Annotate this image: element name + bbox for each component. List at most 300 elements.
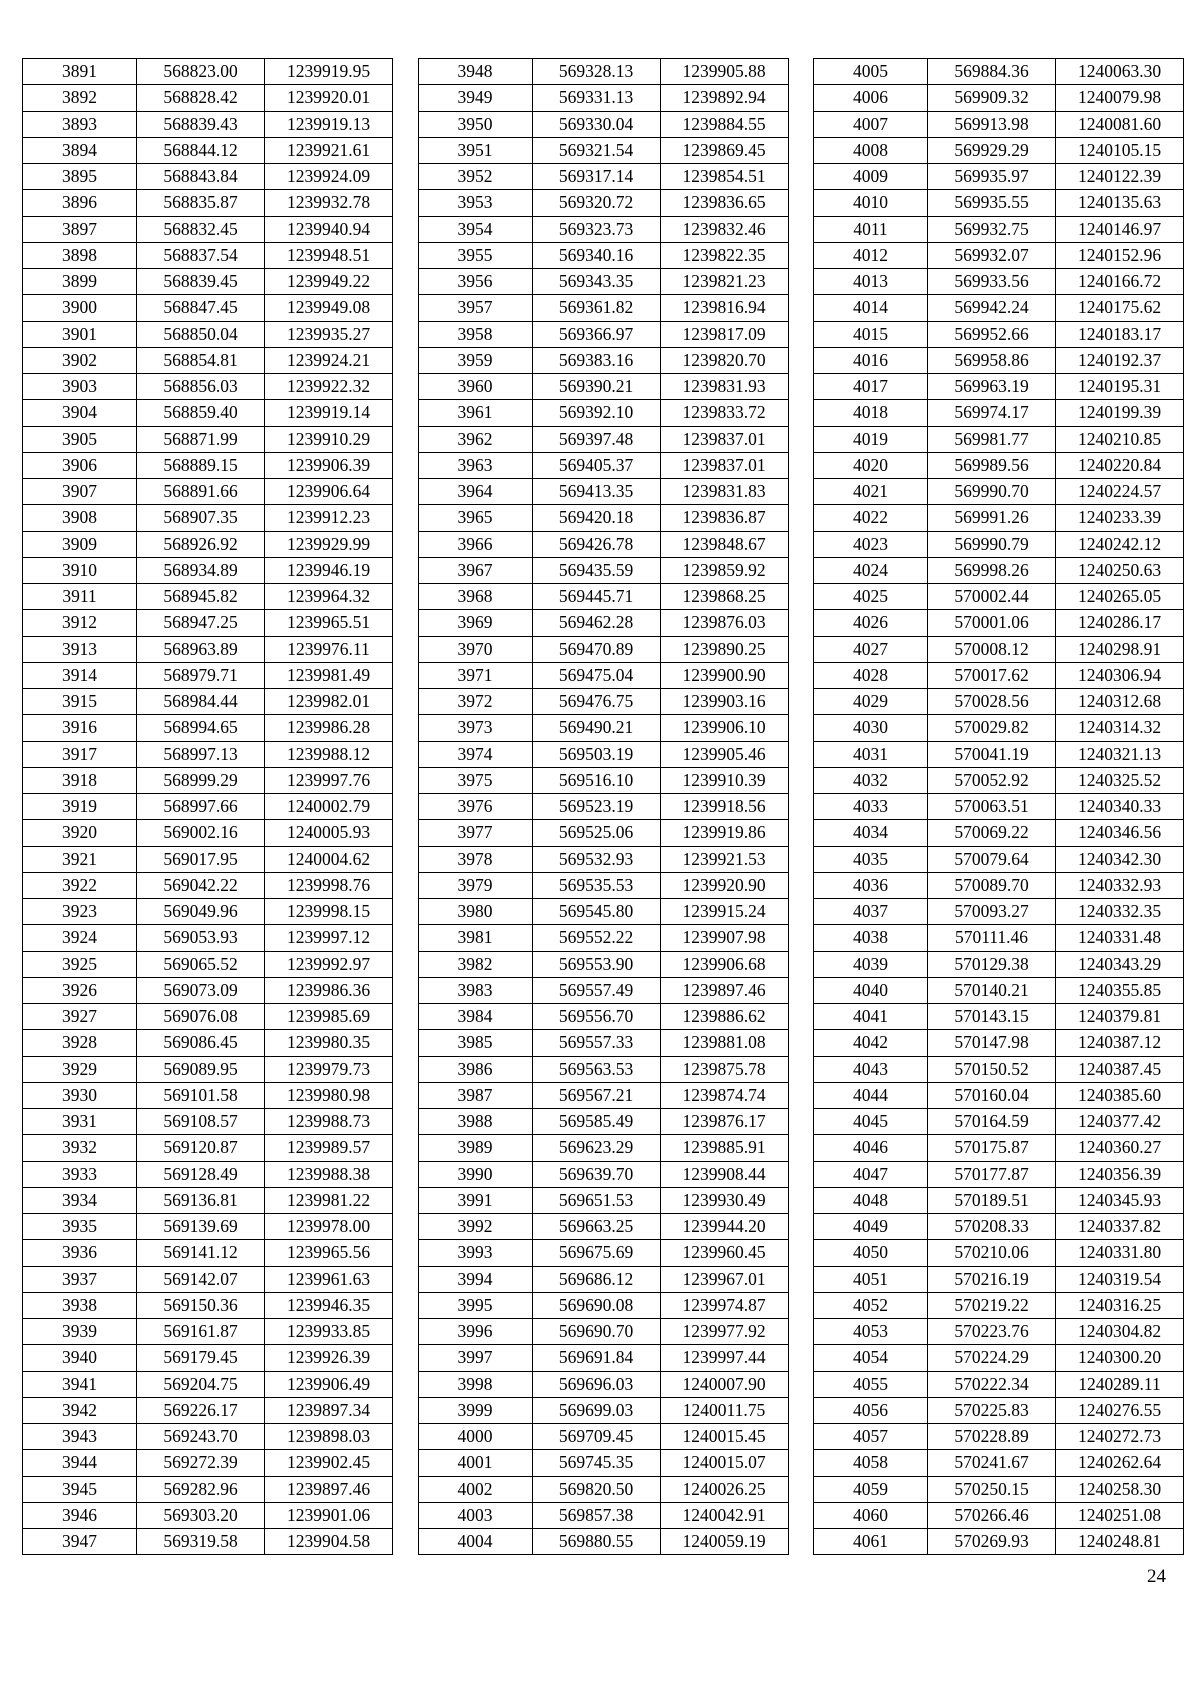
point-id-cell: 3911: [23, 584, 137, 610]
point-id-cell: 4010: [814, 190, 928, 216]
table-row: [814, 662, 1184, 688]
y-coordinate-cell: 1239979.73: [265, 1056, 393, 1082]
point-id-cell: 3955: [418, 242, 532, 268]
table-row: [418, 846, 788, 872]
table-row: [23, 347, 393, 373]
x-coordinate-cell: 568839.43: [137, 111, 265, 137]
point-id-cell: 4001: [418, 1450, 532, 1476]
x-coordinate-cell: 569556.70: [532, 1004, 660, 1030]
x-coordinate-cell: 569142.07: [137, 1266, 265, 1292]
x-coordinate-cell: 568997.66: [137, 794, 265, 820]
x-coordinate-cell: 569320.72: [532, 190, 660, 216]
table-row: [23, 767, 393, 793]
x-coordinate-cell: 569226.17: [137, 1397, 265, 1423]
point-id-cell: 3900: [23, 295, 137, 321]
x-coordinate-cell: 569475.04: [532, 662, 660, 688]
y-coordinate-cell: 1240122.39: [1056, 164, 1184, 190]
table-row: [418, 190, 788, 216]
x-coordinate-cell: 570079.64: [928, 846, 1056, 872]
y-coordinate-cell: 1239906.49: [265, 1371, 393, 1397]
y-coordinate-cell: 1239816.94: [660, 295, 788, 321]
y-coordinate-cell: 1239948.51: [265, 242, 393, 268]
point-id-cell: 4032: [814, 767, 928, 793]
table-row: [23, 872, 393, 898]
point-id-cell: 3993: [418, 1240, 532, 1266]
y-coordinate-cell: 1239833.72: [660, 400, 788, 426]
x-coordinate-cell: 570063.51: [928, 794, 1056, 820]
y-coordinate-cell: 1240248.81: [1056, 1529, 1184, 1555]
y-coordinate-cell: 1240332.93: [1056, 872, 1184, 898]
x-coordinate-cell: 568847.45: [137, 295, 265, 321]
x-coordinate-cell: 569323.73: [532, 216, 660, 242]
point-id-cell: 4048: [814, 1187, 928, 1213]
point-id-cell: 3948: [418, 59, 532, 85]
y-coordinate-cell: 1239904.58: [265, 1529, 393, 1555]
x-coordinate-cell: 569690.70: [532, 1319, 660, 1345]
table-row: [23, 400, 393, 426]
y-coordinate-cell: 1239900.90: [660, 662, 788, 688]
x-coordinate-cell: 568997.13: [137, 741, 265, 767]
x-coordinate-cell: 568850.04: [137, 321, 265, 347]
x-coordinate-cell: 568837.54: [137, 242, 265, 268]
point-id-cell: 4045: [814, 1109, 928, 1135]
y-coordinate-cell: 1239817.09: [660, 321, 788, 347]
point-id-cell: 3899: [23, 269, 137, 295]
point-id-cell: 3924: [23, 925, 137, 951]
point-id-cell: 3917: [23, 741, 137, 767]
x-coordinate-cell: 570208.33: [928, 1214, 1056, 1240]
x-coordinate-cell: 569690.08: [532, 1292, 660, 1318]
table-row: [418, 400, 788, 426]
x-coordinate-cell: 570177.87: [928, 1161, 1056, 1187]
table-row: [814, 925, 1184, 951]
x-coordinate-cell: 569108.57: [137, 1109, 265, 1135]
point-id-cell: 3893: [23, 111, 137, 137]
x-coordinate-cell: 569981.77: [928, 426, 1056, 452]
x-coordinate-cell: 570228.89: [928, 1424, 1056, 1450]
x-coordinate-cell: 568994.65: [137, 715, 265, 741]
y-coordinate-cell: 1239859.92: [660, 557, 788, 583]
y-coordinate-cell: 1239848.67: [660, 531, 788, 557]
x-coordinate-cell: 570111.46: [928, 925, 1056, 951]
y-coordinate-cell: 1240377.42: [1056, 1109, 1184, 1135]
table-row: [814, 1266, 1184, 1292]
point-id-cell: 4002: [418, 1476, 532, 1502]
point-id-cell: 3916: [23, 715, 137, 741]
x-coordinate-cell: 569413.35: [532, 479, 660, 505]
y-coordinate-cell: 1239875.78: [660, 1056, 788, 1082]
x-coordinate-cell: 570223.76: [928, 1319, 1056, 1345]
point-id-cell: 3896: [23, 190, 137, 216]
y-coordinate-cell: 1239932.78: [265, 190, 393, 216]
point-id-cell: 3989: [418, 1135, 532, 1161]
table-row: [23, 1004, 393, 1030]
y-coordinate-cell: 1239997.76: [265, 767, 393, 793]
y-coordinate-cell: 1239960.45: [660, 1240, 788, 1266]
point-id-cell: 3999: [418, 1397, 532, 1423]
point-id-cell: 4037: [814, 899, 928, 925]
point-id-cell: 3944: [23, 1450, 137, 1476]
x-coordinate-cell: 568823.00: [137, 59, 265, 85]
x-coordinate-cell: 569557.49: [532, 977, 660, 1003]
y-coordinate-cell: 1239921.61: [265, 137, 393, 163]
table-row: [814, 1187, 1184, 1213]
point-id-cell: 3991: [418, 1187, 532, 1213]
table-row: [814, 610, 1184, 636]
point-id-cell: 4038: [814, 925, 928, 951]
x-coordinate-cell: 569516.10: [532, 767, 660, 793]
table-row: [418, 584, 788, 610]
table-row: [814, 242, 1184, 268]
coordinate-tables: [22, 58, 1184, 1556]
table-row: [418, 1082, 788, 1108]
y-coordinate-cell: 1239905.46: [660, 741, 788, 767]
y-coordinate-cell: 1239974.87: [660, 1292, 788, 1318]
y-coordinate-cell: 1239926.39: [265, 1345, 393, 1371]
point-id-cell: 4000: [418, 1424, 532, 1450]
y-coordinate-cell: 1240312.68: [1056, 689, 1184, 715]
point-id-cell: 3984: [418, 1004, 532, 1030]
x-coordinate-cell: 569567.21: [532, 1082, 660, 1108]
x-coordinate-cell: 569639.70: [532, 1161, 660, 1187]
point-id-cell: 4047: [814, 1161, 928, 1187]
point-id-cell: 3927: [23, 1004, 137, 1030]
table-row: [23, 190, 393, 216]
point-id-cell: 4024: [814, 557, 928, 583]
y-coordinate-cell: 1239978.00: [265, 1214, 393, 1240]
table-row: [418, 741, 788, 767]
x-coordinate-cell: 569709.45: [532, 1424, 660, 1450]
table-row: [23, 164, 393, 190]
x-coordinate-cell: 570143.15: [928, 1004, 1056, 1030]
y-coordinate-cell: 1240105.15: [1056, 137, 1184, 163]
y-coordinate-cell: 1240011.75: [660, 1397, 788, 1423]
x-coordinate-cell: 569490.21: [532, 715, 660, 741]
y-coordinate-cell: 1239910.39: [660, 767, 788, 793]
table-row: [418, 295, 788, 321]
x-coordinate-cell: 569049.96: [137, 899, 265, 925]
table-row: [814, 1292, 1184, 1318]
x-coordinate-cell: 569553.90: [532, 951, 660, 977]
table-row: [23, 531, 393, 557]
table-row: [814, 479, 1184, 505]
x-coordinate-cell: 569942.24: [928, 295, 1056, 321]
x-coordinate-cell: 569383.16: [532, 347, 660, 373]
table-row: [814, 374, 1184, 400]
y-coordinate-cell: 1239930.49: [660, 1187, 788, 1213]
point-id-cell: 3973: [418, 715, 532, 741]
point-id-cell: 3904: [23, 400, 137, 426]
point-id-cell: 4031: [814, 741, 928, 767]
point-id-cell: 4030: [814, 715, 928, 741]
x-coordinate-cell: 569150.36: [137, 1292, 265, 1318]
y-coordinate-cell: 1239920.90: [660, 872, 788, 898]
x-coordinate-cell: 570093.27: [928, 899, 1056, 925]
table-row: [23, 1345, 393, 1371]
table-row: [23, 689, 393, 715]
table-row: [23, 1161, 393, 1187]
point-id-cell: 3940: [23, 1345, 137, 1371]
point-id-cell: 4061: [814, 1529, 928, 1555]
x-coordinate-cell: 569392.10: [532, 400, 660, 426]
table-row: [23, 662, 393, 688]
y-coordinate-cell: 1239949.08: [265, 295, 393, 321]
point-id-cell: 3988: [418, 1109, 532, 1135]
y-coordinate-cell: 1240192.37: [1056, 347, 1184, 373]
point-id-cell: 4044: [814, 1082, 928, 1108]
point-id-cell: 4008: [814, 137, 928, 163]
table-row: [23, 505, 393, 531]
x-coordinate-cell: 569445.71: [532, 584, 660, 610]
point-id-cell: 4025: [814, 584, 928, 610]
table-row: [23, 452, 393, 478]
x-coordinate-cell: 570250.15: [928, 1476, 1056, 1502]
y-coordinate-cell: 1239822.35: [660, 242, 788, 268]
point-id-cell: 4060: [814, 1502, 928, 1528]
x-coordinate-cell: 569880.55: [532, 1529, 660, 1555]
y-coordinate-cell: 1240220.84: [1056, 452, 1184, 478]
x-coordinate-cell: 569663.25: [532, 1214, 660, 1240]
table-row: [418, 794, 788, 820]
y-coordinate-cell: 1240272.73: [1056, 1424, 1184, 1450]
y-coordinate-cell: 1239988.73: [265, 1109, 393, 1135]
x-coordinate-cell: 569557.33: [532, 1030, 660, 1056]
x-coordinate-cell: 569243.70: [137, 1424, 265, 1450]
point-id-cell: 3986: [418, 1056, 532, 1082]
y-coordinate-cell: 1239998.15: [265, 899, 393, 925]
y-coordinate-cell: 1239964.32: [265, 584, 393, 610]
table-row: [23, 951, 393, 977]
x-coordinate-cell: 569623.29: [532, 1135, 660, 1161]
x-coordinate-cell: 569340.16: [532, 242, 660, 268]
point-id-cell: 4004: [418, 1529, 532, 1555]
point-id-cell: 4013: [814, 269, 928, 295]
table-row: [418, 1319, 788, 1345]
y-coordinate-cell: 1240081.60: [1056, 111, 1184, 137]
x-coordinate-cell: 569120.87: [137, 1135, 265, 1161]
x-coordinate-cell: 568926.92: [137, 531, 265, 557]
point-id-cell: 3969: [418, 610, 532, 636]
table-row: [418, 347, 788, 373]
x-coordinate-cell: 569686.12: [532, 1266, 660, 1292]
point-id-cell: 4059: [814, 1476, 928, 1502]
point-id-cell: 4049: [814, 1214, 928, 1240]
point-id-cell: 3983: [418, 977, 532, 1003]
table-row: [23, 269, 393, 295]
table-row: [418, 1424, 788, 1450]
y-coordinate-cell: 1239868.25: [660, 584, 788, 610]
table-row: [814, 1345, 1184, 1371]
point-id-cell: 3925: [23, 951, 137, 977]
x-coordinate-cell: 568871.99: [137, 426, 265, 452]
table-row: [814, 872, 1184, 898]
y-coordinate-cell: 1239929.99: [265, 531, 393, 557]
x-coordinate-cell: 569933.56: [928, 269, 1056, 295]
point-id-cell: 3992: [418, 1214, 532, 1240]
y-coordinate-cell: 1240059.19: [660, 1529, 788, 1555]
y-coordinate-cell: 1240015.45: [660, 1424, 788, 1450]
point-id-cell: 3909: [23, 531, 137, 557]
x-coordinate-cell: 568934.89: [137, 557, 265, 583]
point-id-cell: 3980: [418, 899, 532, 925]
x-coordinate-cell: 568856.03: [137, 374, 265, 400]
y-coordinate-cell: 1240015.07: [660, 1450, 788, 1476]
y-coordinate-cell: 1239890.25: [660, 636, 788, 662]
table-row: [814, 741, 1184, 767]
table-row: [814, 1529, 1184, 1555]
table-row: [814, 1004, 1184, 1030]
table-row: [23, 1371, 393, 1397]
table-row: [418, 1056, 788, 1082]
table-row: [418, 59, 788, 85]
y-coordinate-cell: 1240210.85: [1056, 426, 1184, 452]
point-id-cell: 4052: [814, 1292, 928, 1318]
x-coordinate-cell: 570052.92: [928, 767, 1056, 793]
y-coordinate-cell: 1239897.34: [265, 1397, 393, 1423]
table-row: [418, 636, 788, 662]
y-coordinate-cell: 1240079.98: [1056, 85, 1184, 111]
x-coordinate-cell: 569935.55: [928, 190, 1056, 216]
x-coordinate-cell: 568835.87: [137, 190, 265, 216]
x-coordinate-cell: 569545.80: [532, 899, 660, 925]
table-row: [23, 636, 393, 662]
x-coordinate-cell: 569585.49: [532, 1109, 660, 1135]
y-coordinate-cell: 1239919.14: [265, 400, 393, 426]
y-coordinate-cell: 1240258.30: [1056, 1476, 1184, 1502]
y-coordinate-cell: 1239897.46: [660, 977, 788, 1003]
table-row: [23, 1056, 393, 1082]
x-coordinate-cell: 569913.98: [928, 111, 1056, 137]
x-coordinate-cell: 569932.75: [928, 216, 1056, 242]
y-coordinate-cell: 1239876.03: [660, 610, 788, 636]
table-row: [418, 1529, 788, 1555]
point-id-cell: 4042: [814, 1030, 928, 1056]
point-id-cell: 3941: [23, 1371, 137, 1397]
x-coordinate-cell: 569884.36: [928, 59, 1056, 85]
x-coordinate-cell: 570266.46: [928, 1502, 1056, 1528]
point-id-cell: 4015: [814, 321, 928, 347]
y-coordinate-cell: 1240355.85: [1056, 977, 1184, 1003]
x-coordinate-cell: 569974.17: [928, 400, 1056, 426]
table-row: [814, 1214, 1184, 1240]
y-coordinate-cell: 1240002.79: [265, 794, 393, 820]
table-row: [814, 557, 1184, 583]
table-row: [418, 242, 788, 268]
table-row: [23, 85, 393, 111]
point-id-cell: 3937: [23, 1266, 137, 1292]
table-row: [23, 1109, 393, 1135]
y-coordinate-cell: 1239906.64: [265, 479, 393, 505]
x-coordinate-cell: 569328.13: [532, 59, 660, 85]
table-row: [418, 1292, 788, 1318]
point-id-cell: 4019: [814, 426, 928, 452]
x-coordinate-cell: 568945.82: [137, 584, 265, 610]
y-coordinate-cell: 1240063.30: [1056, 59, 1184, 85]
point-id-cell: 4035: [814, 846, 928, 872]
x-coordinate-cell: 568963.89: [137, 636, 265, 662]
point-id-cell: 3922: [23, 872, 137, 898]
y-coordinate-cell: 1240306.94: [1056, 662, 1184, 688]
y-coordinate-cell: 1239940.94: [265, 216, 393, 242]
x-coordinate-cell: 570147.98: [928, 1030, 1056, 1056]
table-row: [814, 505, 1184, 531]
table-row: [814, 269, 1184, 295]
x-coordinate-cell: 569503.19: [532, 741, 660, 767]
table-row: [23, 137, 393, 163]
x-coordinate-cell: 569998.26: [928, 557, 1056, 583]
table-row: [814, 951, 1184, 977]
point-id-cell: 4020: [814, 452, 928, 478]
x-coordinate-cell: 569073.09: [137, 977, 265, 1003]
x-coordinate-cell: 569330.04: [532, 111, 660, 137]
y-coordinate-cell: 1239918.56: [660, 794, 788, 820]
y-coordinate-cell: 1239836.87: [660, 505, 788, 531]
coordinate-table-1: [22, 58, 393, 1555]
y-coordinate-cell: 1239854.51: [660, 164, 788, 190]
y-coordinate-cell: 1240242.12: [1056, 531, 1184, 557]
y-coordinate-cell: 1240331.80: [1056, 1240, 1184, 1266]
y-coordinate-cell: 1240319.54: [1056, 1266, 1184, 1292]
point-id-cell: 4018: [814, 400, 928, 426]
x-coordinate-cell: 570028.56: [928, 689, 1056, 715]
point-id-cell: 4028: [814, 662, 928, 688]
table-row: [814, 111, 1184, 137]
table-row: [418, 557, 788, 583]
table-row: [814, 216, 1184, 242]
point-id-cell: 4054: [814, 1345, 928, 1371]
y-coordinate-cell: 1240314.32: [1056, 715, 1184, 741]
y-coordinate-cell: 1239981.49: [265, 662, 393, 688]
y-coordinate-cell: 1239837.01: [660, 452, 788, 478]
x-coordinate-cell: 570008.12: [928, 636, 1056, 662]
y-coordinate-cell: 1240276.55: [1056, 1397, 1184, 1423]
x-coordinate-cell: 569935.97: [928, 164, 1056, 190]
point-id-cell: 3977: [418, 820, 532, 846]
y-coordinate-cell: 1239997.12: [265, 925, 393, 951]
coordinate-table-2: [418, 58, 789, 1555]
y-coordinate-cell: 1239985.69: [265, 1004, 393, 1030]
y-coordinate-cell: 1239998.76: [265, 872, 393, 898]
point-id-cell: 4057: [814, 1424, 928, 1450]
point-id-cell: 3892: [23, 85, 137, 111]
point-id-cell: 3990: [418, 1161, 532, 1187]
y-coordinate-cell: 1239981.22: [265, 1187, 393, 1213]
y-coordinate-cell: 1239902.45: [265, 1450, 393, 1476]
table-row: [418, 1187, 788, 1213]
y-coordinate-cell: 1240300.20: [1056, 1345, 1184, 1371]
table-row: [418, 1345, 788, 1371]
x-coordinate-cell: 570222.34: [928, 1371, 1056, 1397]
x-coordinate-cell: 569991.26: [928, 505, 1056, 531]
x-coordinate-cell: 568828.42: [137, 85, 265, 111]
table-row: [23, 1135, 393, 1161]
point-id-cell: 3908: [23, 505, 137, 531]
x-coordinate-cell: 568844.12: [137, 137, 265, 163]
y-coordinate-cell: 1239881.08: [660, 1030, 788, 1056]
point-id-cell: 3957: [418, 295, 532, 321]
x-coordinate-cell: 569909.32: [928, 85, 1056, 111]
x-coordinate-cell: 568839.45: [137, 269, 265, 295]
table-row: [23, 1082, 393, 1108]
table-row: [814, 347, 1184, 373]
x-coordinate-cell: 568891.66: [137, 479, 265, 505]
table-row: [418, 1240, 788, 1266]
point-id-cell: 3912: [23, 610, 137, 636]
table-row: [23, 1030, 393, 1056]
point-id-cell: 3915: [23, 689, 137, 715]
x-coordinate-cell: 569321.54: [532, 137, 660, 163]
table-row: [23, 846, 393, 872]
